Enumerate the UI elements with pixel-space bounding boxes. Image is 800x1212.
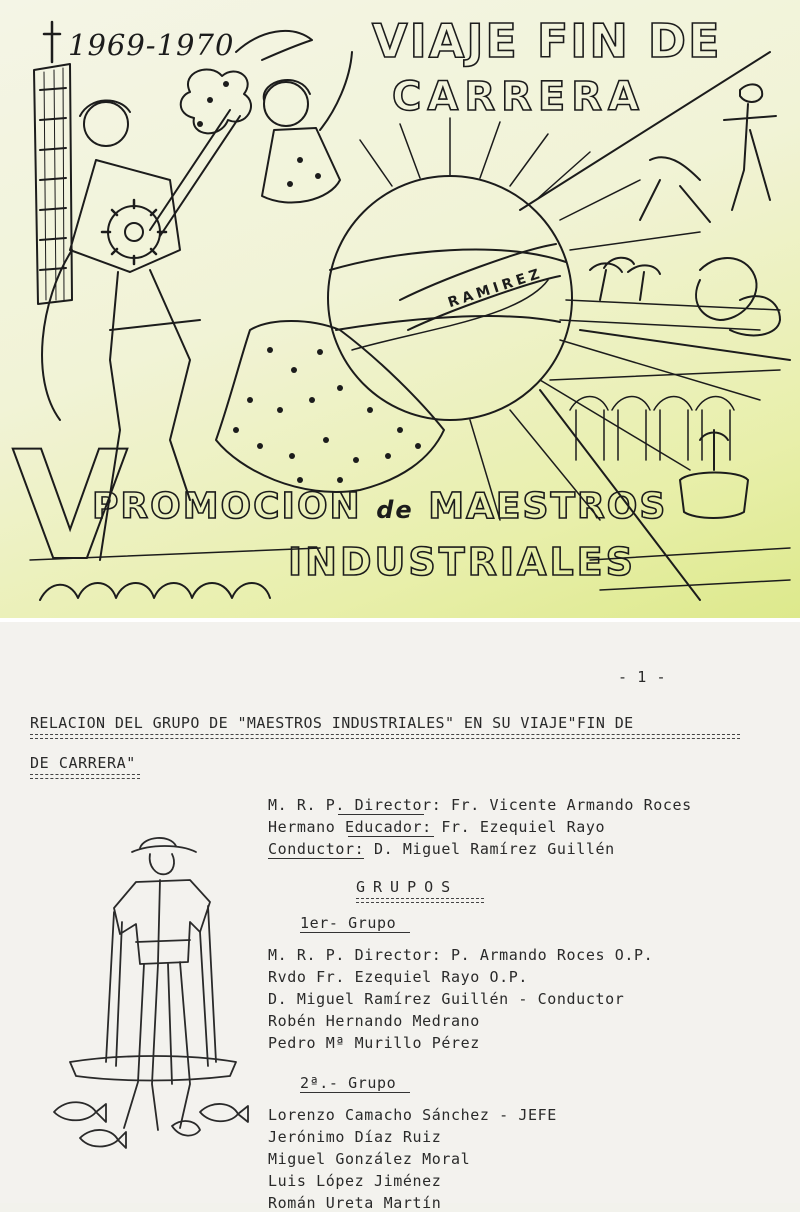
staff-role: Conductor: [268, 840, 365, 858]
cover-title-line2: CARRERA [392, 74, 645, 120]
cover-subtitle-line2: INDUSTRIALES [288, 540, 636, 584]
cover-bus-label: RAMIREZ [446, 265, 546, 312]
document-heading-line1: RELACION DEL GRUPO DE "MAESTROS INDUSTRIALES" EN SU VIAJE"FIN DE [30, 714, 634, 732]
underline [348, 836, 434, 837]
underline [300, 1092, 410, 1093]
typed-page [0, 622, 800, 1212]
group2-member: Román Ureta Martín [268, 1194, 442, 1212]
staff-line [268, 796, 692, 814]
staff-role: M. R. P. Director: [268, 796, 442, 814]
cover-subtitle-line1 [92, 486, 667, 527]
group2-member: Miguel González Moral [268, 1150, 471, 1168]
group1-title: 1er- Grupo [300, 914, 397, 932]
group1-member: D. Miguel Ramírez Guillén - Conductor [268, 990, 625, 1008]
staff-line [268, 840, 615, 858]
cover-subtitle-word-promocion: PROMOCION [92, 486, 362, 527]
document-heading-line2: DE CARRERA" [30, 754, 136, 772]
group2-member: Lorenzo Camacho Sánchez - JEFE [268, 1106, 557, 1124]
cover-year-range: 1969-1970 [68, 28, 235, 62]
underline [268, 858, 364, 859]
heading-double-underline [30, 734, 740, 739]
underline [300, 932, 410, 933]
groups-double-underline [356, 898, 484, 903]
groups-title: GRUPOS [356, 878, 459, 896]
cover-big-letter: V [12, 420, 129, 594]
heading2-double-underline [30, 774, 140, 779]
page-number: - 1 - [618, 668, 667, 686]
staff-role: Hermano Educador: [268, 818, 432, 836]
staff-line [268, 818, 605, 836]
group1-member: Pedro Mª Murillo Pérez [268, 1034, 480, 1052]
underline [338, 814, 424, 815]
group2-title: 2ª.- Grupo [300, 1074, 397, 1092]
cover-title-line1: VIAJE FIN DE [372, 14, 722, 68]
group1-member: Rvdo Fr. Ezequiel Rayo O.P. [268, 968, 529, 986]
group2-member: Luis López Jiménez [268, 1172, 442, 1190]
staff-name: D. Miguel Ramírez Guillén [373, 840, 615, 858]
cover-subtitle-word-de: de [376, 496, 414, 524]
group2-member: Jerónimo Díaz Ruiz [268, 1128, 442, 1146]
group1-member: Robén Hernando Medrano [268, 1012, 480, 1030]
group1-member: M. R. P. Director: P. Armando Roces O.P. [268, 946, 654, 964]
cover-subtitle-word-maestros: MAESTROS [428, 486, 668, 527]
man-with-fish-sketch [40, 822, 260, 1152]
staff-name: Fr. Ezequiel Rayo [441, 818, 606, 836]
staff-name: Fr. Vicente Armando Roces [451, 796, 692, 814]
